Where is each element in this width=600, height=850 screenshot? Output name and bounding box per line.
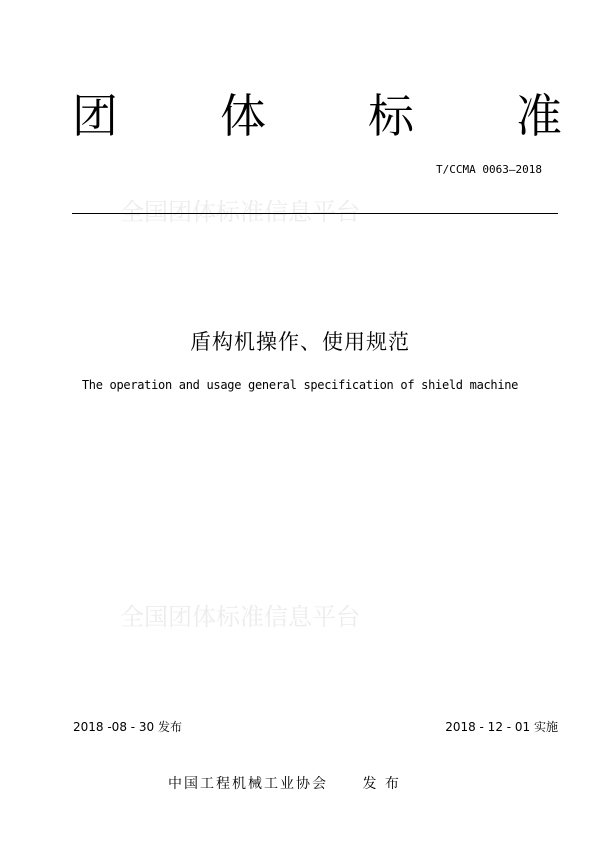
standard-banner xyxy=(72,86,564,146)
banner-char-4: 准 xyxy=(516,89,562,143)
publisher-action: 发 布 xyxy=(362,776,401,792)
title-chinese: 盾构机操作、使用规范 xyxy=(190,330,410,354)
watermark-top: 全国团体标准信息平台 xyxy=(120,198,360,226)
implement-date: 2018 - 12 - 01 实施 xyxy=(445,720,558,734)
document-number: T/CCMA 0063—2018 xyxy=(436,163,542,176)
banner-char-3: 标 xyxy=(368,89,414,143)
watermark-middle: 全国团体标准信息平台 xyxy=(120,603,360,631)
banner-char-1: 团 xyxy=(72,89,118,143)
publish-date: 2018 -08 - 30 发布 xyxy=(73,720,182,734)
title-english: The operation and usage general specification of shield machine xyxy=(81,378,519,392)
header-divider xyxy=(72,213,558,214)
publisher-line xyxy=(168,773,401,793)
banner-char-2: 体 xyxy=(220,89,266,143)
publisher-organization: 中国工程机械工业协会 xyxy=(168,776,328,792)
